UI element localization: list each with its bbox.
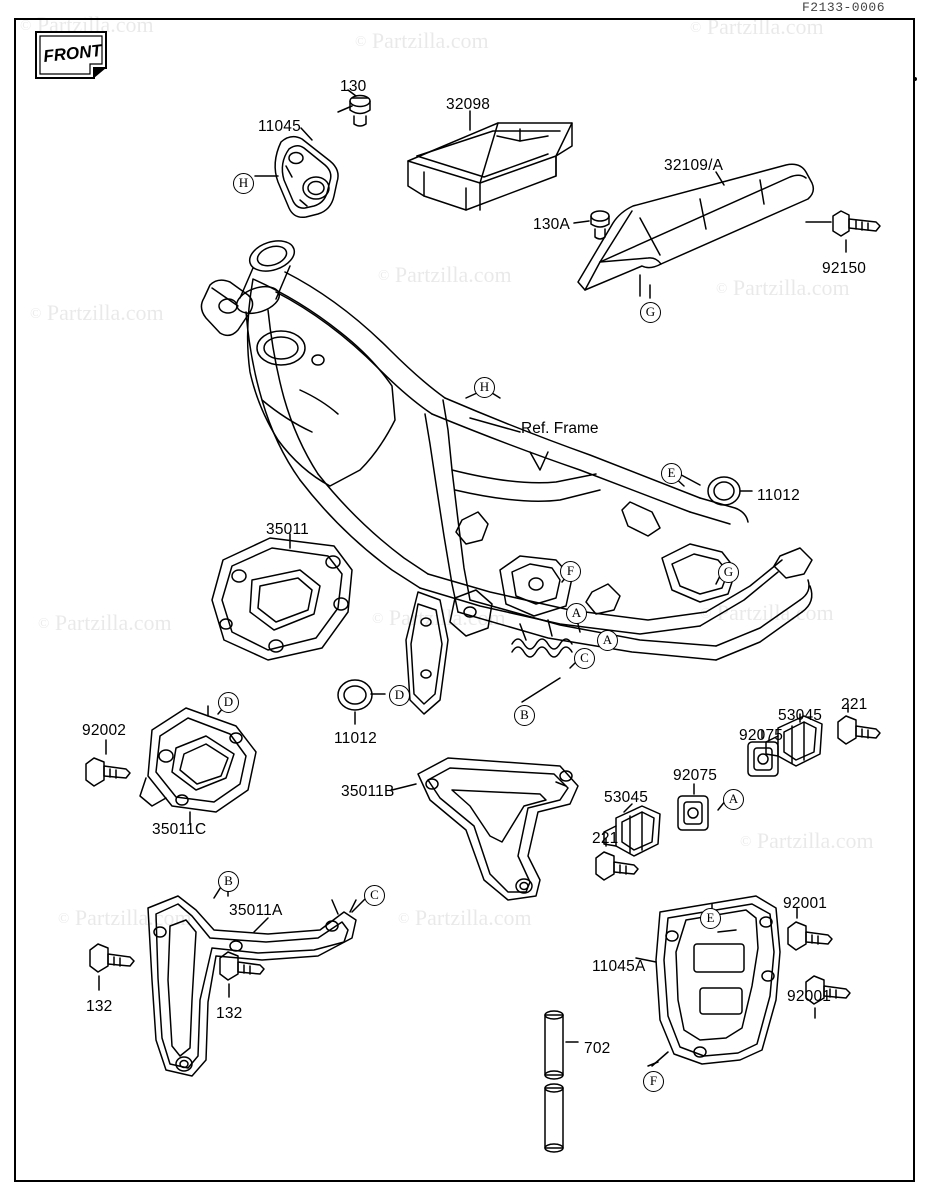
- part-label-11045: 11045: [258, 118, 301, 135]
- callout-letter-a3: A: [723, 789, 744, 810]
- callout-letter-e2: E: [700, 908, 721, 929]
- watermark-text: Partzilla.com: [74, 905, 192, 930]
- part-label-11012-right: 11012: [757, 487, 800, 504]
- document-code: F2133-0006: [801, 0, 885, 15]
- watermark-text: Partzilla.com: [371, 28, 489, 53]
- callout-letter-d2: D: [218, 692, 239, 713]
- watermark-mark: ©: [30, 306, 42, 322]
- watermark-text: Partzilla.com: [46, 300, 164, 325]
- part-label-132-right: 132: [216, 1005, 243, 1022]
- watermark-mark: ©: [38, 616, 50, 632]
- callout-letter-f2: F: [643, 1071, 664, 1092]
- part-label-53045-left: 53045: [604, 789, 649, 806]
- watermark-text: Partzilla.com: [706, 14, 824, 39]
- watermark-mark: ©: [700, 606, 712, 622]
- callout-letter-h2: H: [474, 377, 495, 398]
- part-label-35011: 35011: [266, 521, 309, 538]
- watermark-mark: ©: [740, 834, 752, 850]
- callout-letter-b2: B: [218, 871, 239, 892]
- part-label-132-left: 132: [86, 998, 113, 1015]
- part-label-92075-left: 92075: [673, 767, 718, 784]
- callout-letter-a2: A: [597, 630, 618, 651]
- part-label-32098: 32098: [446, 96, 491, 113]
- part-label-32109A: 32109/A: [664, 157, 724, 174]
- part-label-92001-upper: 92001: [783, 895, 828, 912]
- part-label-702: 702: [584, 1040, 611, 1057]
- watermark-text: Partzilla.com: [716, 600, 834, 625]
- watermark-mark: ©: [398, 911, 410, 927]
- part-label-35011B: 35011B: [341, 783, 395, 800]
- part-label-130A: 130A: [533, 216, 570, 233]
- callout-letter-g1: G: [640, 302, 661, 323]
- callout-letter-d1: D: [389, 685, 410, 706]
- part-label-53045-right: 53045: [778, 707, 823, 724]
- corner-dot: [913, 77, 917, 81]
- part-label-35011A: 35011A: [229, 902, 283, 919]
- callout-letter-c2: C: [364, 885, 385, 906]
- callout-letter-e1: E: [661, 463, 682, 484]
- watermark-mark: ©: [716, 281, 728, 297]
- reference-frame-label: Ref. Frame: [521, 420, 599, 437]
- part-label-92001-lower: 92001: [787, 988, 832, 1005]
- part-label-92150: 92150: [822, 260, 867, 277]
- callout-letter-f1: F: [560, 561, 581, 582]
- part-label-221-left: 221: [592, 830, 619, 847]
- front-direction-tag: [32, 28, 114, 90]
- callout-letter-h1: H: [233, 173, 254, 194]
- callout-letter-c1: C: [574, 648, 595, 669]
- part-label-35011C: 35011C: [152, 821, 207, 838]
- part-label-11012-left: 11012: [334, 730, 377, 747]
- watermark-mark: ©: [690, 20, 702, 36]
- watermark-text: Partzilla.com: [732, 275, 850, 300]
- part-label-92075-right: 92075: [739, 727, 784, 744]
- sheet-border: [14, 18, 915, 1182]
- part-label-221-right: 221: [841, 696, 868, 713]
- watermark-mark: ©: [20, 18, 32, 34]
- callout-letter-a1: A: [566, 603, 587, 624]
- watermark-mark: ©: [355, 34, 367, 50]
- part-label-11045A: 11045A: [592, 958, 646, 975]
- part-label-92002: 92002: [82, 722, 127, 739]
- callout-letter-b1: B: [514, 705, 535, 726]
- watermark-text: Partzilla.com: [414, 905, 532, 930]
- part-label-130: 130: [340, 78, 367, 95]
- callout-letter-g2: G: [718, 562, 739, 583]
- watermark-text: Partzilla.com: [54, 610, 172, 635]
- watermark-text: Partzilla.com: [388, 605, 506, 630]
- watermark-text: Partzilla.com: [394, 262, 512, 287]
- watermark-mark: ©: [372, 611, 384, 627]
- watermark-text: Partzilla.com: [756, 828, 874, 853]
- svg-text:FRONT: FRONT: [42, 40, 103, 66]
- watermark-mark: ©: [58, 911, 70, 927]
- watermark-mark: ©: [378, 268, 390, 284]
- watermark-text: Partzilla.com: [36, 12, 154, 37]
